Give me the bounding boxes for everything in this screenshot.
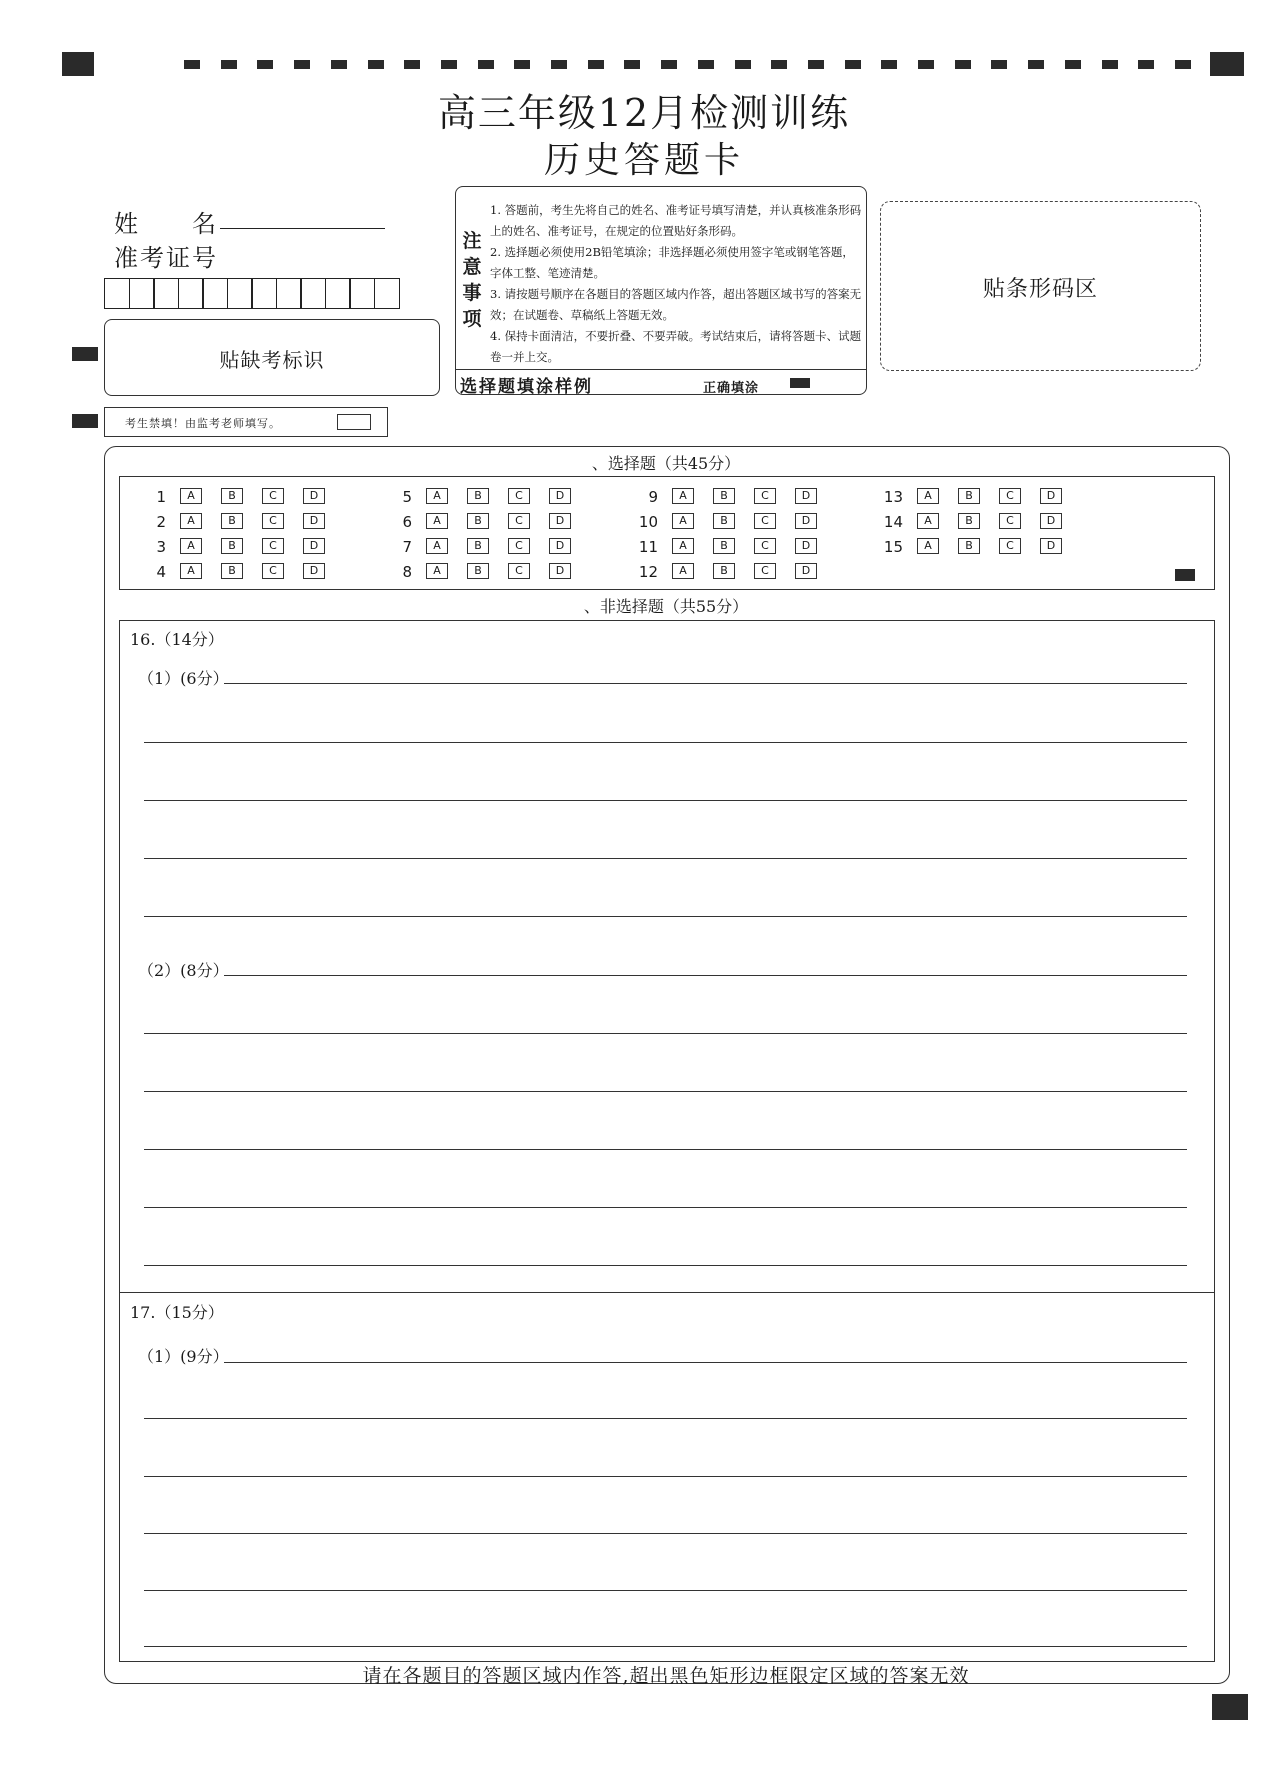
choice-question-number: 10 xyxy=(638,513,658,531)
choice-option-bubble[interactable]: D xyxy=(549,538,571,554)
choice-option-bubble[interactable]: B xyxy=(713,488,735,504)
choice-question-number: 7 xyxy=(402,538,412,556)
choice-option-bubble[interactable]: D xyxy=(795,563,817,579)
page-subtitle: 历史答题卡 xyxy=(543,140,744,181)
choice-option-bubble[interactable]: C xyxy=(999,488,1021,504)
choice-question-number: 8 xyxy=(402,563,412,581)
missing-exam-box xyxy=(104,319,440,396)
q16-part1-label: （1）(6分） xyxy=(138,669,229,688)
exam-id-digit-box[interactable] xyxy=(325,278,351,309)
notice-label: 注意事项 xyxy=(462,230,482,330)
footer-warning: 请在各题目的答题区域内作答,超出黑色矩形边框限定区域的答案无效 xyxy=(362,1665,970,1687)
choice-option-bubble[interactable]: A xyxy=(917,488,939,504)
answer-line[interactable] xyxy=(144,1418,1187,1419)
choice-option-bubble[interactable]: B xyxy=(958,513,980,529)
choice-question xyxy=(374,487,574,507)
answer-line[interactable] xyxy=(224,975,1187,976)
q17-part1-label: （1）(9分） xyxy=(138,1347,229,1366)
choice-question-number: 9 xyxy=(648,488,658,506)
nonchoice-section-title: 、非选择题（共55分） xyxy=(583,597,749,616)
choice-option-bubble[interactable]: C xyxy=(508,513,530,529)
correct-fill-label: 正确填涂 xyxy=(703,381,760,396)
choice-question xyxy=(128,487,328,507)
answer-line[interactable] xyxy=(144,1091,1187,1092)
timing-mark xyxy=(698,60,714,69)
choice-question xyxy=(374,562,574,582)
notice-item: 3. 请按题号顺序在各题目的答题区域内作答，超出答题区域书写的答案无效；在试题卷、草稿纸上答题无效。 xyxy=(490,287,862,322)
timing-mark xyxy=(881,60,897,69)
notice-sample-divider xyxy=(456,369,866,370)
choice-option-bubble[interactable]: A xyxy=(672,488,694,504)
choice-option-bubble[interactable]: C xyxy=(754,513,776,529)
choice-option-bubble[interactable]: C xyxy=(999,538,1021,554)
timing-mark xyxy=(808,60,824,69)
q16-part2-label: （2）(8分） xyxy=(138,961,229,980)
answer-line[interactable] xyxy=(144,1476,1187,1477)
answer-line[interactable] xyxy=(144,742,1187,743)
q17-label: 17.（15分） xyxy=(130,1303,224,1322)
choice-question-number: 13 xyxy=(883,488,903,506)
timing-mark xyxy=(955,60,971,69)
choice-question xyxy=(128,562,328,582)
choice-option-bubble[interactable]: C xyxy=(508,488,530,504)
corner-mark-top-left xyxy=(62,52,94,76)
timing-mark xyxy=(404,60,420,69)
notice-item: 4. 保持卡面清洁，不要折叠、不要弄破。考试结束后，请将答题卡、试题卷一并上交。 xyxy=(490,329,862,364)
choice-option-bubble[interactable]: D xyxy=(303,488,325,504)
choice-question xyxy=(865,537,1065,557)
choice-option-bubble[interactable]: C xyxy=(262,488,284,504)
choice-question-number: 12 xyxy=(638,563,658,581)
exam-id-digit-box[interactable] xyxy=(251,278,277,309)
choice-option-bubble[interactable]: D xyxy=(549,563,571,579)
choice-option-bubble[interactable]: A xyxy=(917,538,939,554)
choice-option-bubble[interactable]: B xyxy=(221,563,243,579)
choice-question xyxy=(374,512,574,532)
choice-option-bubble[interactable]: B xyxy=(221,488,243,504)
choice-option-bubble[interactable]: C xyxy=(508,538,530,554)
choice-option-bubble[interactable]: A xyxy=(917,513,939,529)
nonchoice-area xyxy=(119,620,1215,1662)
answer-line[interactable] xyxy=(144,1033,1187,1034)
exam-id-digit-box[interactable] xyxy=(153,278,179,309)
corner-mark-bottom-right xyxy=(1212,1694,1248,1720)
exam-id-digit-box[interactable] xyxy=(300,278,326,309)
choice-option-bubble[interactable]: B xyxy=(467,488,489,504)
answer-line[interactable] xyxy=(144,1265,1187,1266)
choice-option-bubble[interactable]: D xyxy=(795,538,817,554)
choice-question xyxy=(620,487,820,507)
choice-question xyxy=(620,512,820,532)
proctor-note: 考生禁填！由监考老师填写。 xyxy=(125,417,281,430)
choice-option-bubble[interactable]: C xyxy=(262,563,284,579)
choice-question xyxy=(620,562,820,582)
choice-option-bubble[interactable]: D xyxy=(303,513,325,529)
timing-mark xyxy=(588,60,604,69)
timing-mark xyxy=(184,60,200,69)
choice-option-bubble[interactable]: D xyxy=(1040,488,1062,504)
notice-item: 1. 答题前，考生先将自己的姓名、准考证号填写清楚，并认真核准条形码上的姓名、准考证号，在规定的位置贴好条形码。 xyxy=(490,203,862,238)
answer-line[interactable] xyxy=(144,916,1187,917)
choice-question-number: 15 xyxy=(883,538,903,556)
timing-mark xyxy=(441,60,457,69)
choice-question xyxy=(865,487,1065,507)
choice-question-number: 4 xyxy=(156,563,166,581)
choice-option-bubble[interactable]: A xyxy=(426,488,448,504)
exam-id-digit-box[interactable] xyxy=(129,278,155,309)
choice-option-bubble[interactable]: D xyxy=(1040,538,1062,554)
choice-option-bubble[interactable]: A xyxy=(426,513,448,529)
answer-line[interactable] xyxy=(144,1533,1187,1534)
answer-line[interactable] xyxy=(144,858,1187,859)
choice-option-bubble[interactable]: D xyxy=(549,488,571,504)
choice-option-bubble[interactable]: A xyxy=(180,488,202,504)
choice-timing-mark xyxy=(1175,569,1195,581)
answer-line[interactable] xyxy=(144,1646,1187,1647)
proctor-checkbox[interactable] xyxy=(337,414,371,430)
choice-question-number: 11 xyxy=(638,538,658,556)
timing-mark xyxy=(551,60,567,69)
notice-list xyxy=(490,200,862,368)
exam-id-digit-box[interactable] xyxy=(104,278,130,309)
q16-label: 16.（14分） xyxy=(130,630,224,649)
choice-option-bubble[interactable]: C xyxy=(508,563,530,579)
choice-option-bubble[interactable]: C xyxy=(754,488,776,504)
choice-option-bubble[interactable]: B xyxy=(467,538,489,554)
exam-id-digit-box[interactable] xyxy=(178,278,204,309)
timing-mark xyxy=(1065,60,1081,69)
answer-line[interactable] xyxy=(144,1207,1187,1208)
notice-item: 2. 选择题必须使用2B铅笔填涂；非选择题必须使用签字笔或钢笔答题，字体工整、笔迹清楚。 xyxy=(490,245,854,280)
timing-mark xyxy=(1212,60,1228,69)
choice-option-bubble[interactable]: C xyxy=(262,513,284,529)
choice-option-bubble[interactable]: B xyxy=(467,563,489,579)
page-title: 高三年级12月检测训练 xyxy=(437,91,851,135)
choice-option-bubble[interactable]: D xyxy=(549,513,571,529)
choice-option-bubble[interactable]: B xyxy=(713,538,735,554)
choice-option-bubble[interactable]: D xyxy=(795,513,817,529)
exam-id-digit-box[interactable] xyxy=(276,278,302,309)
exam-id-digit-box[interactable] xyxy=(374,278,400,309)
timing-mark xyxy=(257,60,273,69)
choice-question-number: 5 xyxy=(402,488,412,506)
barcode-label: 贴条形码区 xyxy=(982,277,1098,302)
choice-option-bubble[interactable]: D xyxy=(303,563,325,579)
answer-line[interactable] xyxy=(144,800,1187,801)
choice-option-bubble[interactable]: A xyxy=(426,563,448,579)
choice-option-bubble[interactable]: D xyxy=(303,538,325,554)
side-mark-2 xyxy=(72,414,98,428)
timing-mark xyxy=(918,60,934,69)
choice-option-bubble[interactable]: B xyxy=(221,513,243,529)
timing-mark xyxy=(478,60,494,69)
choice-question xyxy=(374,537,574,557)
timing-mark xyxy=(1102,60,1118,69)
choice-option-bubble[interactable]: C xyxy=(754,538,776,554)
answer-line[interactable] xyxy=(144,1149,1187,1150)
timing-mark xyxy=(514,60,530,69)
exam-id-digit-box[interactable] xyxy=(349,278,375,309)
choice-area xyxy=(119,476,1215,590)
choice-option-bubble[interactable]: C xyxy=(262,538,284,554)
name-label: 姓 名 xyxy=(114,210,218,238)
barcode-area xyxy=(880,201,1201,371)
question-divider xyxy=(119,1292,1215,1293)
choice-question xyxy=(620,537,820,557)
timing-mark xyxy=(368,60,384,69)
choice-option-bubble[interactable]: D xyxy=(1040,513,1062,529)
choice-question xyxy=(128,512,328,532)
choice-question xyxy=(865,512,1065,532)
answer-line[interactable] xyxy=(144,1590,1187,1591)
sample-label: 选择题填涂样例 xyxy=(460,377,593,397)
timing-mark xyxy=(991,60,1007,69)
choice-question xyxy=(128,537,328,557)
proctor-box xyxy=(104,407,388,437)
choice-option-bubble[interactable]: A xyxy=(180,538,202,554)
timing-mark xyxy=(294,60,310,69)
timing-mark xyxy=(735,60,751,69)
timing-mark xyxy=(331,60,347,69)
choice-question-number: 14 xyxy=(883,513,903,531)
name-field[interactable] xyxy=(220,228,385,229)
choice-option-bubble[interactable]: A xyxy=(180,563,202,579)
timing-mark xyxy=(845,60,861,69)
choice-option-bubble[interactable]: A xyxy=(672,538,694,554)
answer-line[interactable] xyxy=(224,683,1187,684)
choice-question-number: 2 xyxy=(156,513,166,531)
choice-option-bubble[interactable]: A xyxy=(672,563,694,579)
timing-mark xyxy=(1138,60,1154,69)
choice-option-bubble[interactable]: B xyxy=(958,488,980,504)
choice-section-title: 、选择题（共45分） xyxy=(591,454,741,473)
exam-id-boxes[interactable] xyxy=(104,278,398,309)
choice-option-bubble[interactable]: C xyxy=(999,513,1021,529)
timing-mark xyxy=(1028,60,1044,69)
choice-option-bubble[interactable]: B xyxy=(467,513,489,529)
choice-option-bubble[interactable]: D xyxy=(795,488,817,504)
choice-option-bubble[interactable]: B xyxy=(221,538,243,554)
choice-option-bubble[interactable]: B xyxy=(958,538,980,554)
timing-mark xyxy=(661,60,677,69)
choice-question-number: 1 xyxy=(156,488,166,506)
choice-question-number: 6 xyxy=(402,513,412,531)
answer-line[interactable] xyxy=(224,1362,1187,1363)
exam-id-digit-box[interactable] xyxy=(227,278,253,309)
correct-fill-sample xyxy=(790,378,810,388)
missing-exam-label: 贴缺考标识 xyxy=(219,348,325,372)
choice-option-bubble[interactable]: C xyxy=(754,563,776,579)
timing-mark xyxy=(624,60,640,69)
choice-option-bubble[interactable]: B xyxy=(713,513,735,529)
choice-option-bubble[interactable]: A xyxy=(426,538,448,554)
choice-option-bubble[interactable]: A xyxy=(672,513,694,529)
side-mark-1 xyxy=(72,347,98,361)
timing-mark xyxy=(771,60,787,69)
choice-question-number: 3 xyxy=(156,538,166,556)
timing-mark xyxy=(221,60,237,69)
timing-mark xyxy=(1175,60,1191,69)
exam-id-digit-box[interactable] xyxy=(202,278,228,309)
choice-option-bubble[interactable]: B xyxy=(713,563,735,579)
choice-option-bubble[interactable]: A xyxy=(180,513,202,529)
exam-id-label: 准考证号 xyxy=(114,244,218,272)
